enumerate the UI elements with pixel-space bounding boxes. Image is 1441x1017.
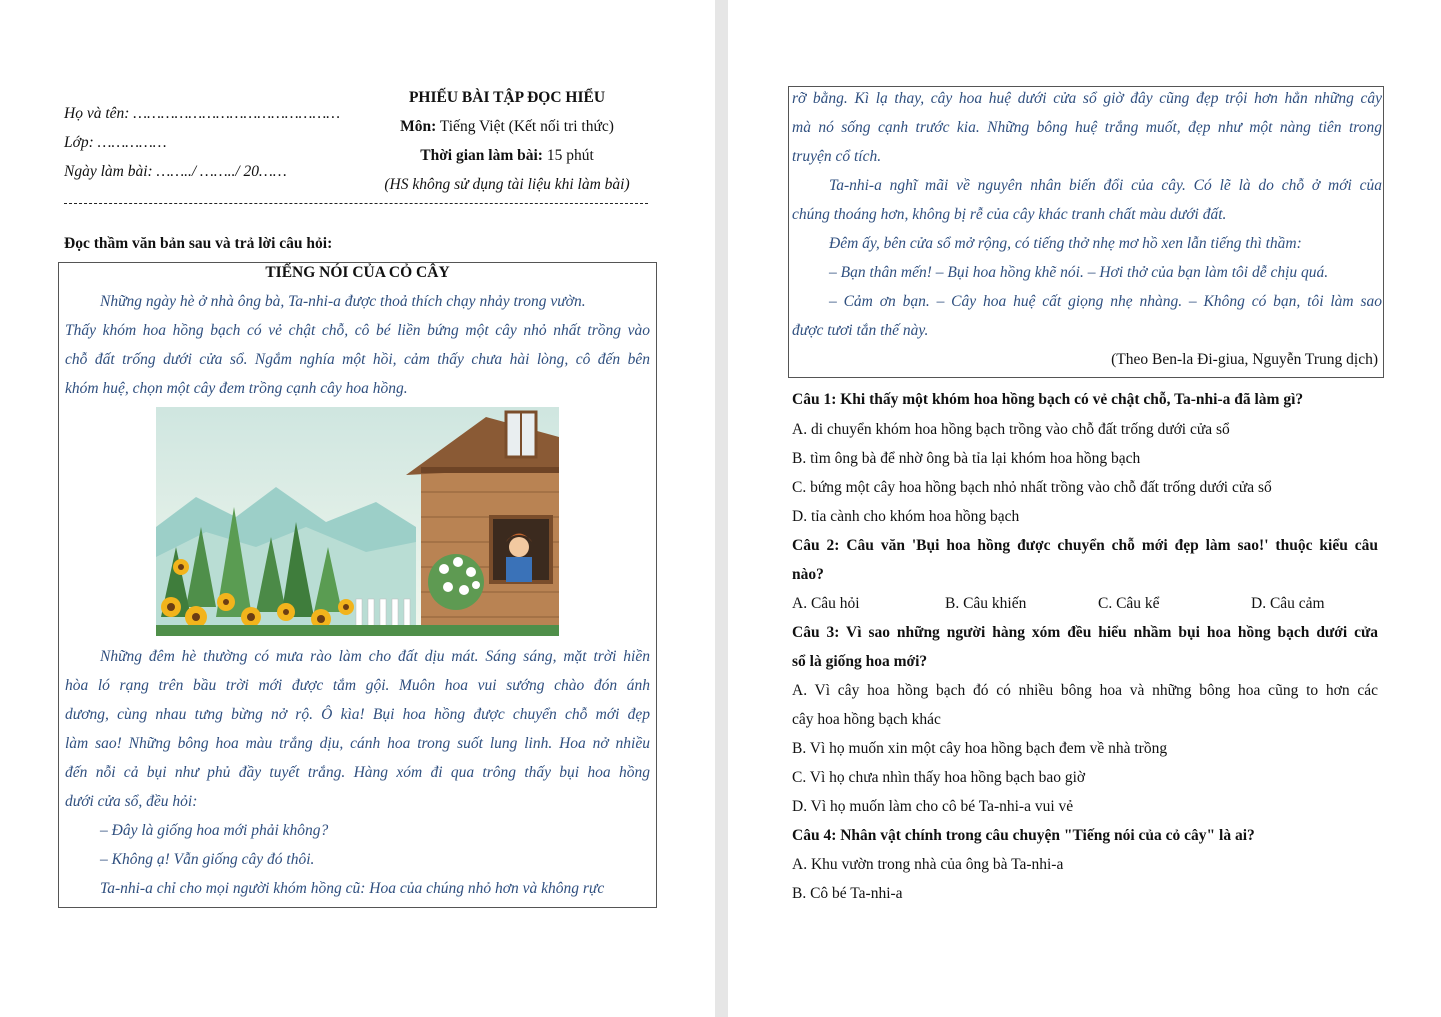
q3-option-a-cont: cây hoa hồng bạch khác bbox=[792, 711, 941, 728]
story-line: hòa ló rạng trên bầu trời mới được tắm gội. Muôn hoa vui sướng chào đón ánh bbox=[65, 677, 650, 694]
question-3-cont: sổ là giống hoa mới? bbox=[792, 653, 928, 670]
story-line: truyện cổ tích. bbox=[792, 148, 882, 165]
header-divider bbox=[64, 203, 648, 204]
q4-option-b: B. Cô bé Ta-nhi-a bbox=[792, 885, 903, 902]
story-line: khóm huệ, chọn một cây đem trồng cạnh cây hoa hồng. bbox=[65, 380, 408, 397]
time-line bbox=[357, 146, 657, 166]
q1-option-a: A. di chuyển khóm hoa hồng bạch trồng vào chỗ đất trống dưới cửa sổ bbox=[792, 421, 1230, 438]
story-line: – Bạn thân mến! – Bụi hoa hồng khẽ nói. – Hơi thở của bạn làm tôi dễ chịu quá. bbox=[829, 264, 1329, 281]
name-field-label: Họ và tên: ……………………………………… bbox=[64, 105, 341, 122]
q3-option-d: D. Vì họ muốn làm cho cô bé Ta-nhi-a vui vẻ bbox=[792, 798, 1074, 815]
q2-option-d: D. Câu cảm bbox=[1251, 595, 1325, 612]
story-line: dưới cửa sổ, đều hỏi: bbox=[65, 793, 198, 810]
story-line: Những đêm hè thường có mưa rào làm cho đất dịu mát. Sáng sáng, mặt trời hiền bbox=[100, 648, 650, 665]
story-line: được tươi tắn thế này. bbox=[792, 322, 929, 339]
story-line: – Đây là giống hoa mới phải không? bbox=[100, 822, 329, 839]
question-4: Câu 4: Nhân vật chính trong câu chuyện "Tiếng nói của cỏ cây" là ai? bbox=[792, 827, 1255, 844]
story-line: rỡ bằng. Kì lạ thay, cây hoa huệ dưới cửa sổ giờ đây cũng đẹp trội hơn hẳn những cây bbox=[792, 90, 1382, 107]
q1-option-b: B. tìm ông bà để nhờ ông bà tỉa lại khóm hoa hồng bạch bbox=[792, 450, 1141, 467]
q3-option-b: B. Vì họ muốn xin một cây hoa hồng bạch đem về nhà trồng bbox=[792, 740, 1168, 757]
date-field-label: Ngày làm bài: ……../ ……../ 20…… bbox=[64, 163, 287, 180]
page-2 bbox=[728, 0, 1441, 1017]
story-line: làm sao! Những bông hoa màu trắng dịu, cánh hoa trong suốt lung linh. Hoa nở nhiều bbox=[65, 735, 650, 752]
story-line: Đêm ấy, bên cửa sổ mở rộng, có tiếng thở nhẹ mơ hồ xen lẫn tiếng thì thầm: bbox=[829, 235, 1302, 252]
garden-house-illustration bbox=[156, 407, 559, 636]
story-source: (Theo Ben-la Đi-giua, Nguyễn Trung dịch) bbox=[1111, 351, 1378, 368]
question-3: Câu 3: Vì sao những người hàng xóm đều hiểu nhầm bụi hoa hồng bạch dưới cửa bbox=[792, 624, 1378, 641]
story-line: dương, cùng nhau tưng bừng nở rộ. Ô kìa! Bụi hoa hồng được chuyển chỗ mới đẹp bbox=[65, 706, 650, 723]
q1-option-d: D. tỉa cành cho khóm hoa hồng bạch bbox=[792, 508, 1020, 525]
reading-instruction: Đọc thầm văn bản sau và trả lời câu hỏi: bbox=[64, 235, 333, 252]
class-field-label: Lớp: …………… bbox=[64, 134, 167, 151]
page-1 bbox=[0, 0, 715, 1017]
subject-value: Tiếng Việt (Kết nối tri thức) bbox=[436, 118, 614, 135]
q3-option-c: C. Vì họ chưa nhìn thấy hoa hồng bạch bao giờ bbox=[792, 769, 1086, 786]
subject-label: Môn: bbox=[400, 118, 437, 135]
story-line: mà nó sống cạnh trước kia. Những bông huệ trắng muốt, đẹp như một nàng tiên trong bbox=[792, 119, 1382, 136]
exam-note: (HS không sử dụng tài liệu khi làm bài) bbox=[384, 176, 630, 193]
story-line: Ta-nhi-a chỉ cho mọi người khóm hồng cũ: Hoa của chúng nhỏ hơn và không rực bbox=[100, 880, 605, 897]
q1-option-c: C. bứng một cây hoa hồng bạch nhỏ nhất trồng vào chỗ đất trống dưới cửa sổ bbox=[792, 479, 1272, 496]
q2-option-b: B. Câu khiến bbox=[945, 595, 1027, 612]
time-value: 15 phút bbox=[542, 147, 594, 164]
story-title: TIẾNG NÓI CỦA CỎ CÂY bbox=[265, 264, 450, 281]
question-2-cont: nào? bbox=[792, 566, 824, 583]
question-1: Câu 1: Khi thấy một khóm hoa hồng bạch có vẻ chật chỗ, Ta-nhi-a đã làm gì? bbox=[792, 391, 1304, 408]
story-line: – Cảm ơn bạn. – Cây hoa huệ cất giọng nhẹ nhàng. – Không có bạn, tôi làm sao bbox=[829, 293, 1382, 310]
story-line: đến nỗi cả bụi như phủ đầy tuyết trắng. Hàng xóm đi qua trông thấy bụi hoa hồng bbox=[65, 764, 650, 781]
story-line: chúng thoáng hơn, không bị rễ của cây khác tranh chất màu dưới đất. bbox=[792, 206, 1227, 223]
story-line: Những ngày hè ở nhà ông bà, Ta-nhi-a được thoả thích chạy nhảy trong vườn. bbox=[100, 293, 586, 310]
q3-option-a: A. Vì cây hoa hồng bạch đó có nhiều bông hoa và những bông hoa cũng to hơn các bbox=[792, 682, 1378, 699]
worksheet-title: PHIẾU BÀI TẬP ĐỌC HIỂU bbox=[408, 89, 606, 106]
story-illustration bbox=[156, 407, 559, 636]
q2-option-c: C. Câu kể bbox=[1098, 595, 1160, 612]
story-line: chỗ đất trống dưới cửa sổ. Ngắm nghía một hồi, cảm thấy chưa hài lòng, cô đến bên bbox=[65, 351, 650, 368]
story-line: Ta-nhi-a nghĩ mãi về nguyên nhân biến đổi của cây. Có lẽ là do chỗ ở mới của bbox=[829, 177, 1382, 194]
time-label: Thời gian làm bài: bbox=[420, 147, 543, 164]
question-2: Câu 2: Câu văn 'Bụi hoa hồng được chuyển chỗ mới đẹp làm sao!' thuộc kiểu câu bbox=[792, 537, 1378, 554]
story-line: Thấy khóm hoa hồng bạch có vẻ chật chỗ, cô bé liền bứng một cây nhỏ nhất trồng vào bbox=[65, 322, 650, 339]
q4-option-a: A. Khu vườn trong nhà của ông bà Ta-nhi-a bbox=[792, 856, 1064, 873]
story-line: – Không ạ! Vẫn giống cây đó thôi. bbox=[100, 851, 315, 868]
q2-option-a: A. Câu hỏi bbox=[792, 595, 860, 612]
subject-line bbox=[357, 117, 657, 137]
